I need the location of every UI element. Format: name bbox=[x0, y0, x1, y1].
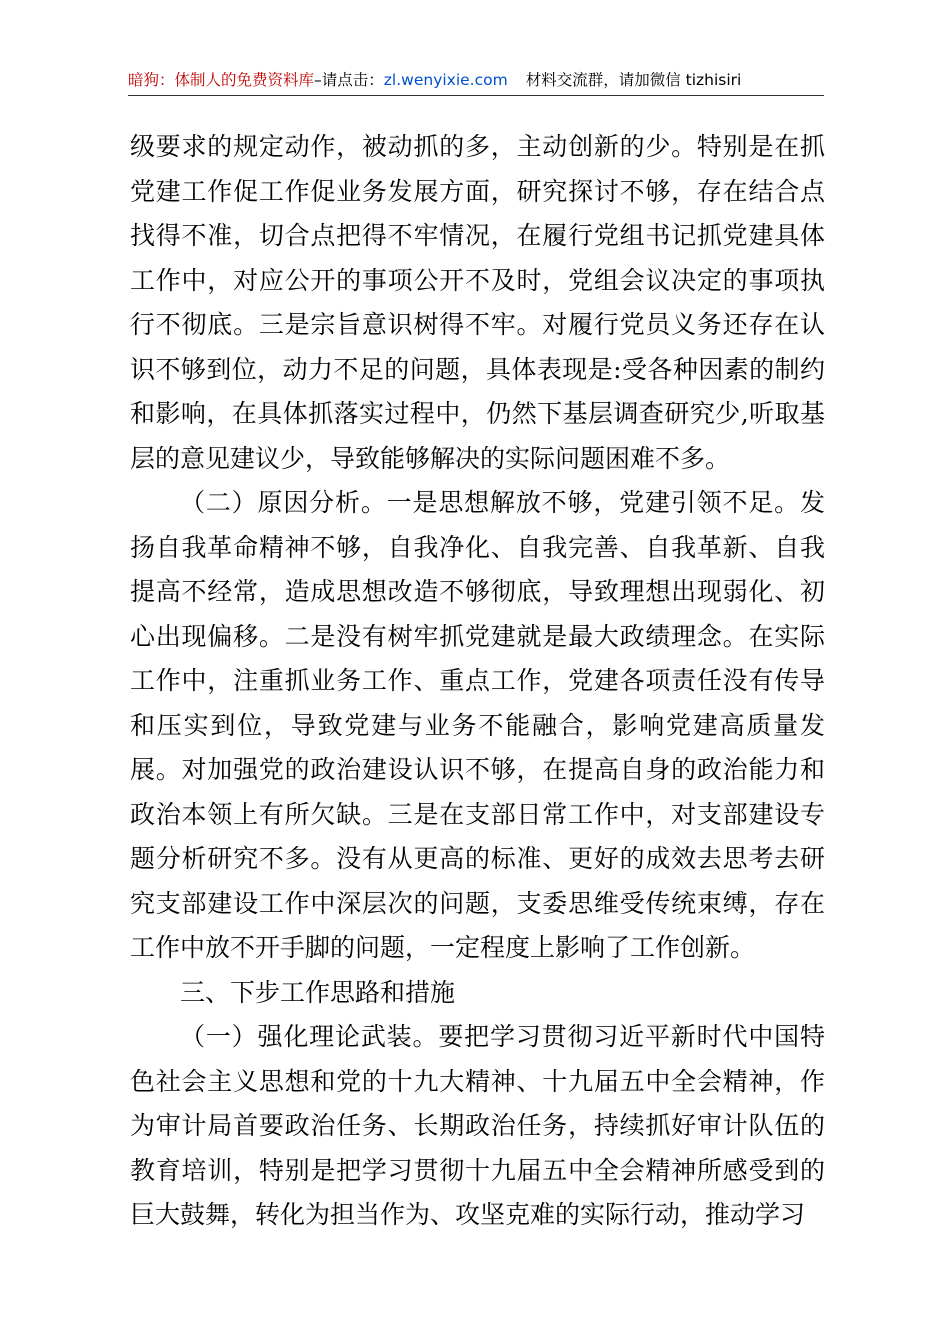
header-brand-text: 暗狗：体制人的免费资料库 bbox=[128, 71, 315, 89]
document-body bbox=[130, 125, 825, 1238]
paragraph-theory-text: 要把学习贯彻习近平新时代中国特色社会主义思想和党的十九大精神、十九届五中全会精神，作为审计局首要政治任务、长期政治任务，持续抓好审计队伍的教育培训，特别是把学习贯彻十九届五中全会精神所感受到的巨大鼓舞，转化为担当作为、攻坚克难的实际行动，推动学习 bbox=[130, 1022, 825, 1229]
header-prompt-text: –请点击： bbox=[314, 71, 384, 89]
paragraph-theory bbox=[130, 1015, 825, 1238]
header-site-link[interactable]: zl.wenyixie.com bbox=[383, 71, 508, 89]
subheading-theory: （一）强化理论武装。 bbox=[180, 1022, 439, 1051]
paragraph-cause-analysis bbox=[130, 481, 825, 971]
paragraph-continued: 级要求的规定动作，被动抓的多，主动创新的少。特别是在抓党建工作促工作促业务发展方面，研究探讨不够，存在结合点找得不准，切合点把得不牢情况，在履行党组书记抓党建具体工作中，对应公开的事项公开不及时，党组会议决定的事项执行不彻底。三是宗旨意识树得不牢。对履行党员义务还存在认识不够到位，动力不足的问题，具体表现是:受各种因素的制约和影响，在具体抓落实过程中，仍然下基层调查研究少,听取基层的意见建议少，导致能够解决的实际问题困难不多。 bbox=[130, 132, 825, 473]
section-heading-next-steps: 三、下步工作思路和措施 bbox=[180, 977, 456, 1007]
header-wechat-text: 材料交流群，请加微信 tizhisiri bbox=[525, 71, 742, 89]
subheading-cause-analysis: （二）原因分析。 bbox=[180, 488, 387, 517]
page-header bbox=[128, 66, 824, 94]
paragraph-cause-analysis-text: 一是思想解放不够，党建引领不足。发扬自我革命精神不够，自我净化、自我完善、自我革新、自我提高不经常，造成思想改造不够彻底，导致理想出现弱化、初心出现偏移。二是没有树牢抓党建就是最大政绩理念。在实际工作中，注重抓业务工作、重点工作，党建各项责任没有传导和压实到位，导致党建与业务不能融合，影响党建高质量发展。对加强党的政治建设认识不够，在提高自身的政治能力和政治本领上有所欠缺。三是在支部日常工作中，对支部建设专题分析研究不多。没有从更高的标准、更好的成效去思考去研究支部建设工作中深层次的问题，支委思维受传统束缚，存在工作中放不开手脚的问题，一定程度上影响了工作创新。 bbox=[130, 488, 825, 962]
header-divider bbox=[128, 95, 824, 96]
